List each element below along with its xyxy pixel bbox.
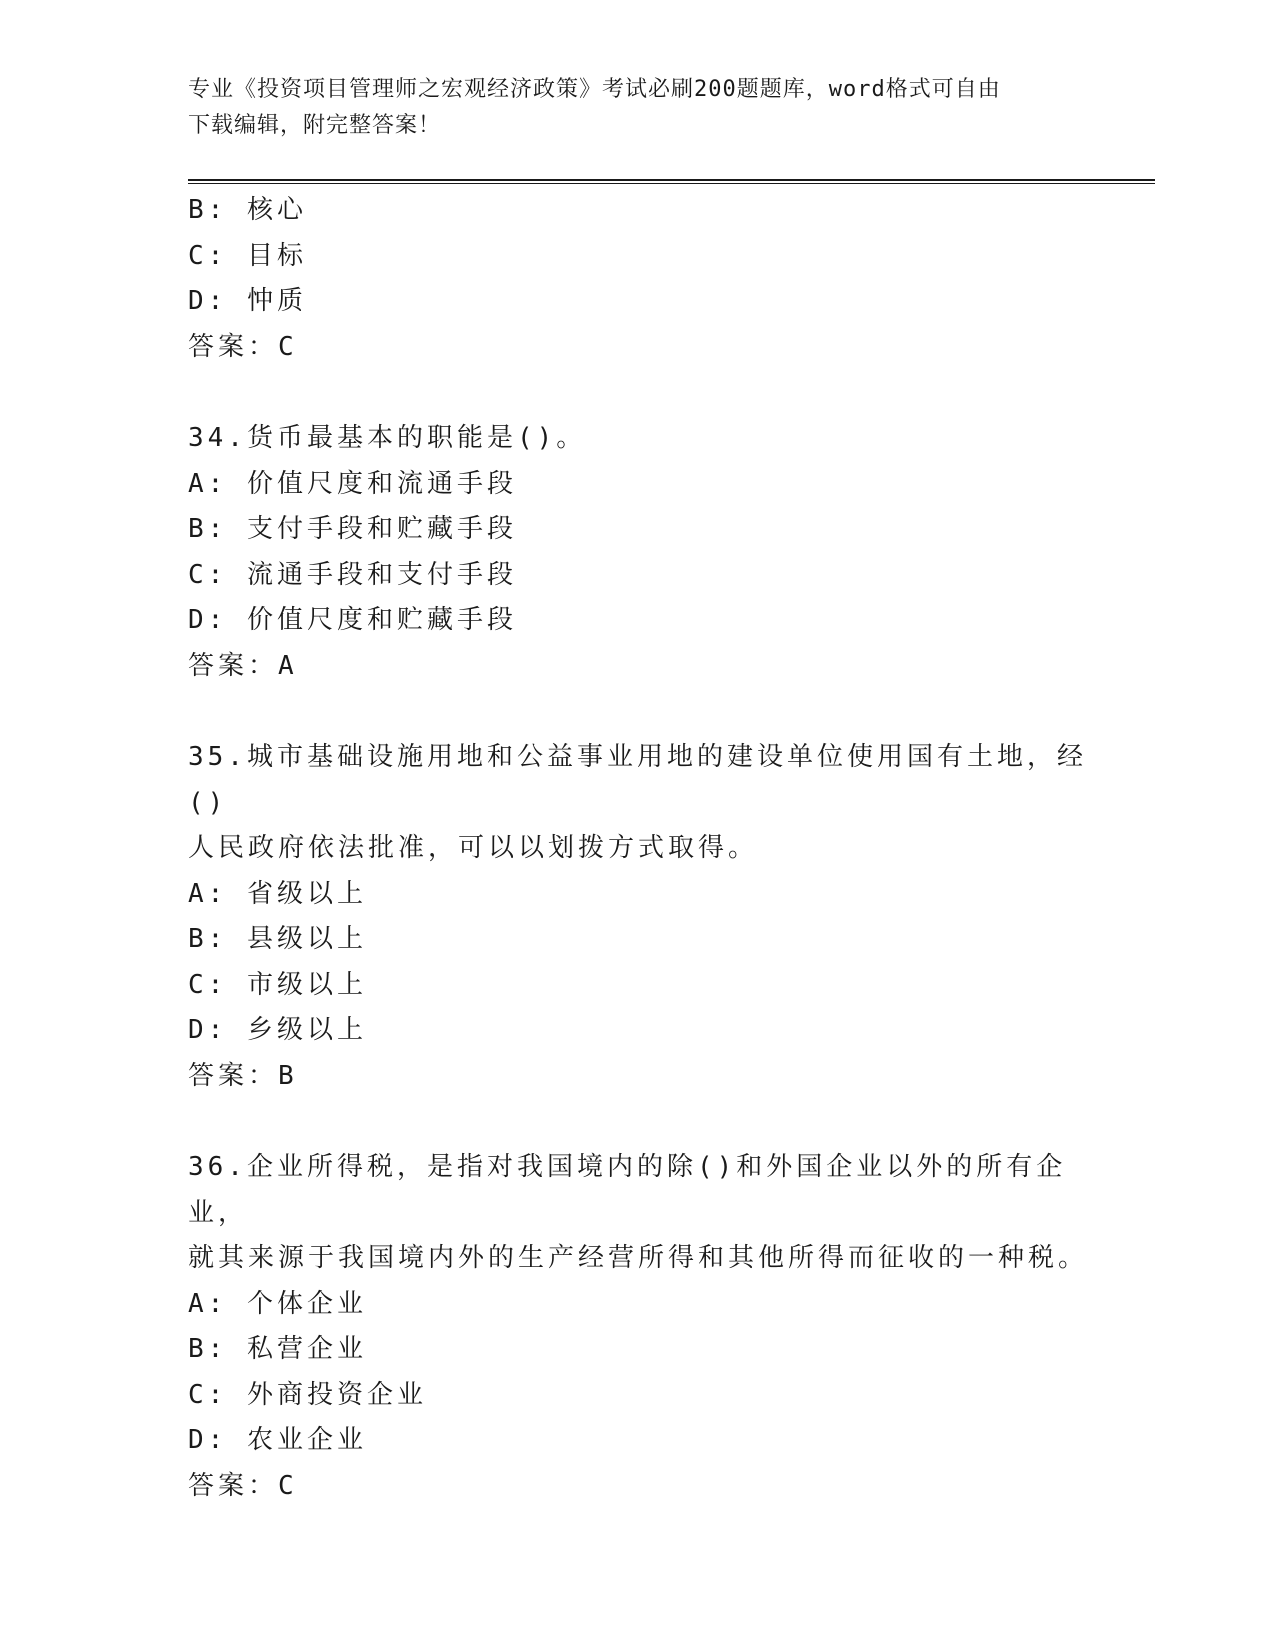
question-stem-line-1: 36.企业所得税，是指对我国境内的除()和外国企业以外的所有企业， xyxy=(188,1152,1067,1228)
option-b: B: 私营企业 xyxy=(188,1334,367,1364)
document-body xyxy=(188,188,1088,1509)
option-c: C: 外商投资企业 xyxy=(188,1379,427,1410)
header-line-1: 专业《投资项目管理师之宏观经济政策》考试必刷200题题库，word格式可自由 xyxy=(188,77,1001,102)
answer: 答案：C xyxy=(188,331,298,362)
option-a: A: 价值尺度和流通手段 xyxy=(188,468,517,499)
question-33-continued xyxy=(188,188,1088,370)
question-stem: 34.货币最基本的职能是()。 xyxy=(188,423,587,453)
answer: 答案：A xyxy=(188,650,298,681)
option-b: B: 核心 xyxy=(188,195,307,225)
answer: 答案：B xyxy=(188,1060,298,1091)
question-34 xyxy=(188,416,1088,689)
question-stem-line-1: 35.城市基础设施用地和公益事业用地的建设单位使用国有土地，经() xyxy=(188,742,1087,818)
option-b: B: 县级以上 xyxy=(188,924,367,954)
question-stem-line-2: 人民政府依法批准，可以以划拨方式取得。 xyxy=(188,833,759,863)
question-36 xyxy=(188,1145,1088,1509)
option-d: D: 乡级以上 xyxy=(188,1015,367,1045)
page-header xyxy=(188,72,1068,144)
option-a: A: 个体企业 xyxy=(188,1288,367,1319)
header-divider xyxy=(188,179,1155,184)
option-c: C: 市级以上 xyxy=(188,969,367,1000)
option-c: C: 流通手段和支付手段 xyxy=(188,559,517,590)
question-35 xyxy=(188,735,1088,1099)
option-d: D: 价值尺度和贮藏手段 xyxy=(188,605,517,635)
option-a: A: 省级以上 xyxy=(188,878,367,909)
header-line-2: 下载编辑，附完整答案！ xyxy=(188,113,442,138)
option-c: C: 目标 xyxy=(188,240,307,271)
option-b: B: 支付手段和贮藏手段 xyxy=(188,514,517,544)
option-d: D: 农业企业 xyxy=(188,1425,367,1455)
answer: 答案：C xyxy=(188,1470,298,1501)
question-stem-line-2: 就其来源于我国境内外的生产经营所得和其他所得而征收的一种税。 xyxy=(188,1243,1089,1273)
option-d: D: 忡质 xyxy=(188,286,307,316)
